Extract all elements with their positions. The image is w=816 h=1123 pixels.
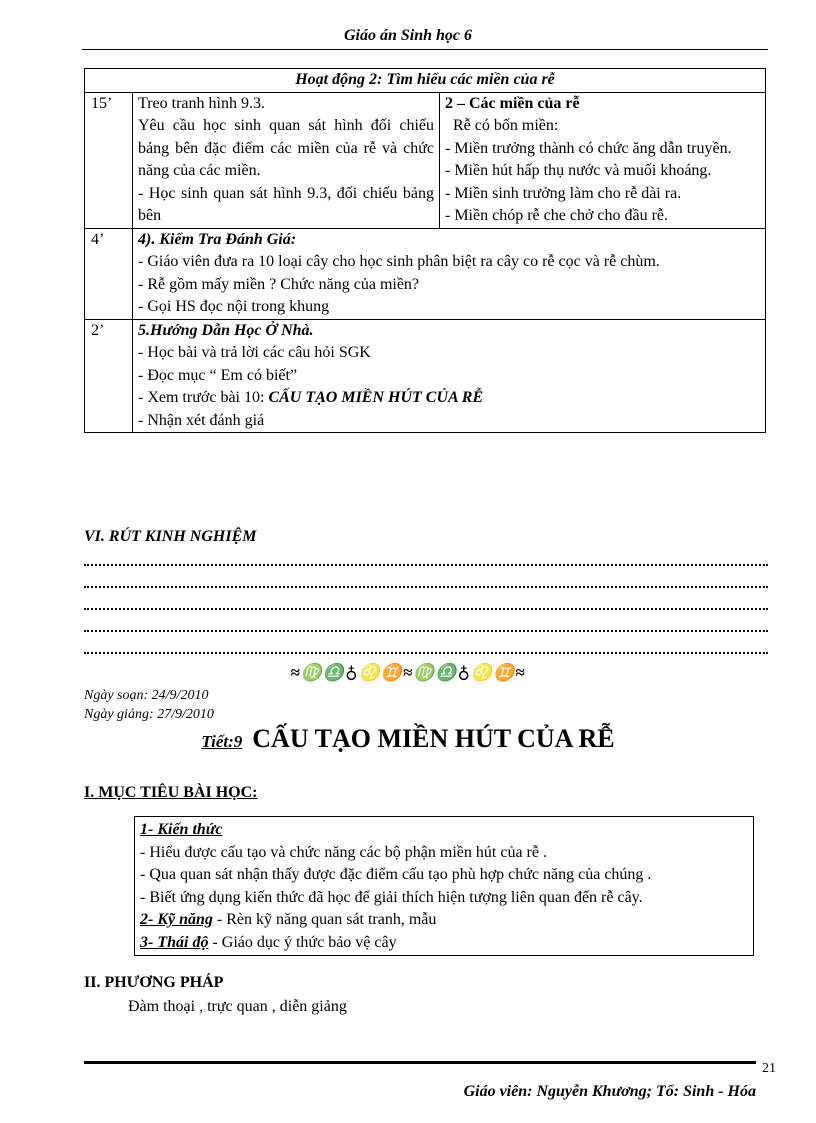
activity-table xyxy=(84,68,766,433)
dotted-line xyxy=(84,564,768,566)
decorative-ornament: ≈♍♎♁♌♊≈♍♎♁♌♊≈ xyxy=(290,663,526,682)
lesson-heading xyxy=(0,724,816,754)
teacher-activity-cell xyxy=(133,92,440,228)
homework-line: - Đọc mục “ Em có biết” xyxy=(138,366,298,384)
teacher-line: Treo tranh hình 9.3. xyxy=(138,94,265,112)
content-line: Rễ có bốn miền: xyxy=(453,117,559,134)
content-heading: 2 – Các miền của rễ xyxy=(445,94,580,112)
table-row xyxy=(85,92,766,228)
homework-cell xyxy=(133,319,766,433)
next-lesson-title: CẤU TẠO MIỀN HÚT CỦA RỄ xyxy=(268,389,484,406)
table-title-row xyxy=(85,69,766,93)
content-line: - Miền sinh trưởng làm cho rễ dài ra. xyxy=(445,184,682,202)
knowledge-line: - Qua quan sát nhận thấy được đặc điểm cấu tạo phù hợp chức năng của chúng . xyxy=(140,866,652,883)
section-ii-body: Đàm thoại , trực quan , diễn giảng xyxy=(128,998,347,1015)
content-line: - Miền hút hấp thụ nước và muối khoáng. xyxy=(445,162,712,179)
content-line: - Miền trưởng thành có chức ăng dẫn truyền. xyxy=(445,139,732,157)
knowledge-label: 1- Kiến thức xyxy=(140,821,223,838)
attitude-text: - Giáo dục ý thức bảo vệ cây xyxy=(208,933,397,951)
section-i-title: I. MỤC TIÊU BÀI HỌC: xyxy=(84,784,258,801)
evaluation-line: - Giáo viên đưa ra 10 loại cây cho học sinh phân biệt ra cây co rễ cọc và rễ chùm. xyxy=(138,253,660,270)
content-cell xyxy=(440,92,766,228)
lesson-number: Tiết:9 xyxy=(201,732,243,751)
header-rule xyxy=(82,49,768,50)
homework-heading: 5.Hướng Dẫn Học Ở Nhà. xyxy=(138,321,314,339)
footer-rule xyxy=(84,1061,756,1064)
evaluation-line: - Rễ gồm mấy miền ? Chức năng của miền? xyxy=(138,275,420,293)
homework-line-prefix: - Xem trước bài 10: xyxy=(138,389,269,406)
dotted-line xyxy=(84,608,768,610)
row-time: 15’ xyxy=(85,92,133,228)
homework-line xyxy=(138,387,760,410)
attitude-label: 3- Thái độ xyxy=(140,933,209,951)
teach-date: Ngày giảng: 27/9/2010 xyxy=(84,707,214,722)
dotted-line xyxy=(84,652,768,654)
table-row xyxy=(85,319,766,433)
dotted-line xyxy=(84,630,768,632)
knowledge-line: - Hiểu được cấu tạo và chức năng các bộ phận miền hút của rễ . xyxy=(140,843,547,861)
table-row xyxy=(85,228,766,319)
evaluation-heading: 4). Kiểm Tra Đánh Giá: xyxy=(138,230,297,248)
content-line: - Miền chóp rễ che chở cho đầu rễ. xyxy=(445,207,669,224)
prep-date: Ngày soạn: 24/9/2010 xyxy=(84,688,209,703)
dotted-line xyxy=(84,586,768,588)
row-time: 2’ xyxy=(85,319,133,433)
objectives-box xyxy=(134,816,754,956)
section-vi-title: VI. RÚT KINH NGHIỆM xyxy=(84,528,257,545)
lesson-title: CẤU TẠO MIỀN HÚT CỦA RỄ xyxy=(252,724,615,753)
evaluation-cell xyxy=(133,228,766,319)
homework-line: - Học bài và trả lời các câu hỏi SGK xyxy=(138,344,371,361)
page-header-title: Giáo án Sinh học 6 xyxy=(343,27,473,44)
activity-title: Hoạt động 2: Tìm hiểu các miền của rễ xyxy=(85,69,766,93)
homework-line: - Nhận xét đánh giá xyxy=(138,411,265,429)
row-time: 4’ xyxy=(85,228,133,319)
evaluation-line: - Gọi HS đọc nội trong khung xyxy=(138,298,330,315)
knowledge-line: - Biết ứng dụng kiến thức đã học để giải thích hiện tượng liên quan đến rễ cây. xyxy=(140,888,643,906)
footer-author: Giáo viên: Nguyễn Khương; Tổ: Sinh - Hóa xyxy=(463,1083,756,1100)
page-number: 21 xyxy=(762,1061,776,1076)
section-ii-title: II. PHƯƠNG PHÁP xyxy=(84,974,224,991)
teacher-line: - Học sinh quan sát hình 9.3, đối chiếu bảng bên xyxy=(138,184,434,224)
teacher-line: Yêu cầu học sinh quan sát hình đối chiếu bảng bên đặc điểm các miền của rễ và chức năng của các miền. xyxy=(138,117,434,179)
skill-text: - Rèn kỹ năng quan sát tranh, mẫu xyxy=(212,911,437,928)
skill-line xyxy=(140,909,753,932)
attitude-line xyxy=(140,932,753,955)
skill-label: 2- Kỹ năng xyxy=(140,911,213,928)
